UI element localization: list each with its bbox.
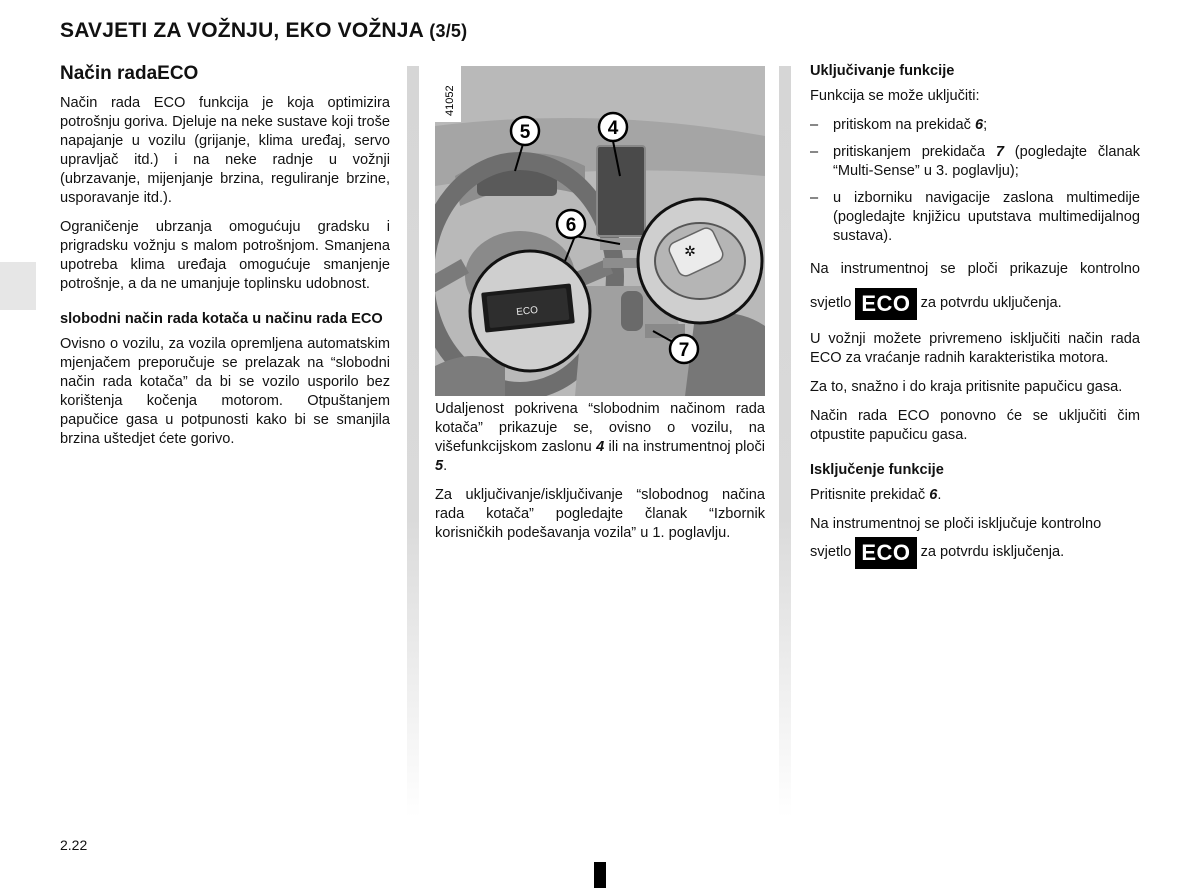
callout-6 xyxy=(557,210,585,238)
subheading-deactivation: Isključenje funkcije xyxy=(810,462,944,478)
title-part: (3/5) xyxy=(429,21,468,41)
illustration-reference: 41052 xyxy=(444,85,456,116)
paragraph-freewheel-toggle: Za uključivanje/isključivanje “slobodnog načina rada kotača” pogledajte članak “Izbornik korisničkih podešavanja vozila” u 1. poglavlju. xyxy=(435,487,765,541)
paragraph-eco-intro: Način rada ECO funkcija je koja optimizira potrošnju goriva. Djeluje na neke sustave koji troše napajanje u vozilu (grijanje, klima uređaj, servo upravljač itd.) i na neke radnje u vožnji (ubrzavanje, mijenjanje brzina, reguliranje brzine, usporavanje itd.). xyxy=(60,95,390,206)
svg-text:4: 4 xyxy=(607,118,619,139)
column-gutter-left xyxy=(407,66,419,818)
subheading-freewheel: slobodni način rada kotača u načinu rada ECO xyxy=(60,311,383,327)
activation-list xyxy=(810,116,1140,246)
paragraph-reactivate: Način rada ECO ponovno će se uključiti čim otpustite papučicu gasa. xyxy=(810,408,1140,443)
callout-4 xyxy=(599,113,627,141)
svg-text:5: 5 xyxy=(519,122,531,143)
title-text: SAVJETI ZA VOŽNJU, EKO VOŽNJA xyxy=(60,19,424,42)
page-title xyxy=(60,19,467,43)
column-gutter-right xyxy=(779,66,791,818)
column-right xyxy=(810,62,1140,580)
chapter-tab xyxy=(0,262,36,310)
paragraph-temporary-off: U vožnji možete privremeno isključiti način rada ECO za vraćanje radnih karakteristika motora. xyxy=(810,331,1140,366)
eco-warning-light-icon: ECO xyxy=(855,288,916,320)
paragraph-acceleration: Ograničenje ubrzanja omogućuju gradsku i prigradsku vožnju s malom potrošnjom. Smanjena upotreba klima uređaja omogućuje smanjenje potrošnje, a da ne umanjuje toplinsku udobnost. xyxy=(60,219,390,292)
paragraph-warning-light-off: Na instrumentnoj se ploči isključuje kontrolno svjetlo ECO za potvrdu isključenja. xyxy=(810,515,1140,570)
list-item: – pritiskanjem prekidača 7 (pogledajte članak “Multi-Sense” u 3. poglavlju); xyxy=(810,144,1140,179)
paragraph-deactivation-press: Pritisnite prekidač 6. xyxy=(810,487,942,503)
paragraph-freewheel: Ovisno o vozilu, za vozila opremljena automatskim mjenjačem preporučuje se prelazak na “slobodni način rada kotača” da bi se vozilo usporilo bez korištenja kočenja motorom. Otpuštanjem papučice gasa u potpunosti kako bi se smanjila brzina uštedjet ćete gorivo. xyxy=(60,336,390,447)
warning-light-label-cont: svjetlo ECO za potvrdu isključenja. xyxy=(810,544,1064,560)
paragraph-freewheel-distance: Udaljenost pokrivena “slobodnim načinom rada kotača” prikazuje se, ovisno o vozilu, na višefunkcijskom zaslonu 4 ili na instrumentnoj ploči 5. xyxy=(435,401,765,474)
subheading-activation: Uključivanje funkcije xyxy=(810,63,955,79)
eco-warning-light-icon: ECO xyxy=(855,537,916,569)
svg-text:6: 6 xyxy=(565,215,577,236)
paragraph-activation-intro: Funkcija se može uključiti: xyxy=(810,88,980,104)
paragraph-press-pedal: Za to, snažno i do kraja pritisnite papučicu gasa. xyxy=(810,379,1123,395)
section-heading-eco-mode: Način radaECO xyxy=(60,63,199,84)
eco-button-label: ECO xyxy=(515,304,539,319)
page-edge-marker xyxy=(594,862,606,888)
svg-text:7: 7 xyxy=(678,340,690,361)
paragraph-warning-light-on: Na instrumentnoj se ploči prikazuje kontrolno svjetlo ECO za potvrdu uključenja. xyxy=(810,252,1140,320)
callout-5 xyxy=(511,117,539,145)
column-left xyxy=(60,62,390,459)
svg-text:✲: ✲ xyxy=(684,243,696,259)
list-item: – pritiskom na prekidač 6; xyxy=(810,117,988,133)
page-number: 2.22 xyxy=(60,837,88,853)
column-middle xyxy=(435,400,765,553)
callout-7 xyxy=(670,335,698,363)
dashboard-illustration xyxy=(435,66,765,396)
list-item: – u izborniku navigacije zaslona multimedije (pogledajte knjižicu uputstava multimedijalnog sustava). xyxy=(810,190,1140,244)
